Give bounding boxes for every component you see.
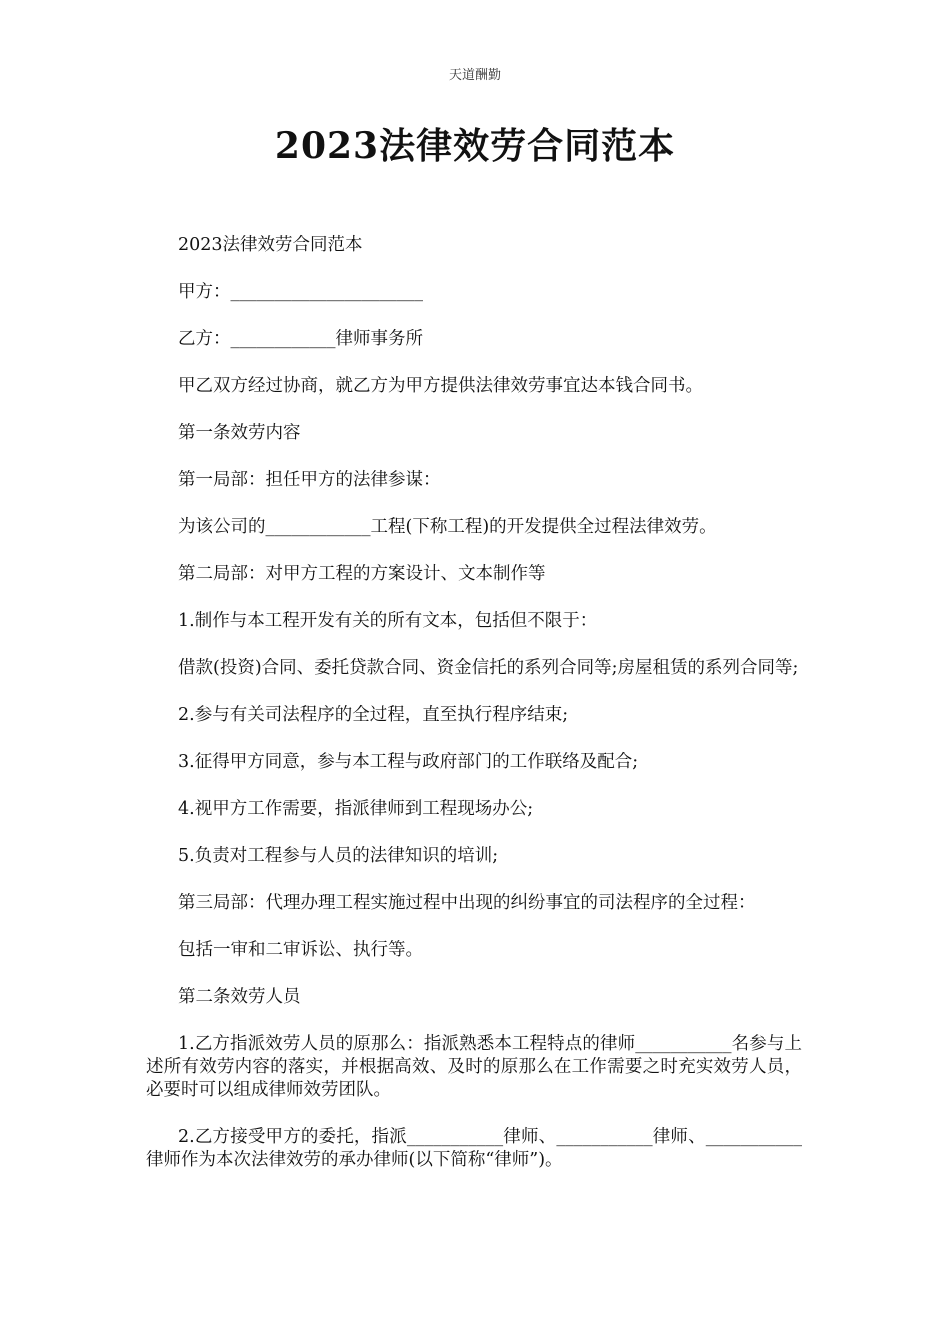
paragraph-part-1-heading: 第一局部：担任甲方的法律参谋： (178, 470, 441, 490)
document-title: 2023法律效劳合同范本 (274, 125, 676, 167)
paragraph-part-3-heading: 第三局部：代理办理工程实施过程中出现的纠纷事宜的司法程序的全过程： (178, 893, 756, 913)
paragraph-article-2-item-2: 2.乙方接受甲方的委托，指派___________律师、___________律师、___________律师作为本次法律效劳的承办律师(以下简称“律师”)。 (146, 1127, 802, 1170)
paragraph-part-1-body: 为该公司的____________工程(下称工程)的开发提供全过程法律效劳。 (178, 517, 717, 537)
paragraph-part-2-heading: 第二局部：对甲方工程的方案设计、文本制作等 (178, 564, 546, 584)
paragraph-subtitle: 2023法律效劳合同范本 (178, 235, 363, 255)
paragraph-preamble: 甲乙双方经过协商，就乙方为甲方提供法律效劳事宜达本钱合同书。 (178, 376, 703, 396)
paragraph-part-3-body: 包括一审和二审诉讼、执行等。 (178, 940, 423, 960)
paragraph-item-1-detail: 借款(投资)合同、委托贷款合同、资金信托的系列合同等;房屋租赁的系列合同等; (178, 658, 799, 678)
paragraph-item-5: 5.负责对工程参与人员的法律知识的培训; (178, 846, 499, 866)
paragraph-article-2-item-1: 1.乙方指派效劳人员的原那么：指派熟悉本工程特点的律师___________名参与上述所有效劳内容的落实，并根据高效、及时的原那么在工作需要之时充实效劳人员，必要时可以组成律师效劳团队。 (146, 1034, 802, 1100)
paragraph-item-4: 4.视甲方工作需要，指派律师到工程现场办公; (178, 799, 534, 819)
paragraph-party-b: 乙方：____________律师事务所 (178, 329, 423, 349)
paragraph-party-a: 甲方：______________________ (178, 282, 423, 302)
paragraph-article-2-heading: 第二条效劳人员 (178, 987, 301, 1007)
paragraph-article-1-heading: 第一条效劳内容 (178, 423, 301, 443)
page-header: 天道酬勤 (448, 68, 501, 83)
paragraph-item-3: 3.征得甲方同意，参与本工程与政府部门的工作联络及配合; (178, 752, 639, 772)
document-body (146, 234, 802, 1196)
paragraph-item-2: 2.参与有关司法程序的全过程，直至执行程序结束; (178, 705, 569, 725)
paragraph-item-1: 1.制作与本工程开发有关的所有文本，包括但不限于： (178, 611, 598, 631)
